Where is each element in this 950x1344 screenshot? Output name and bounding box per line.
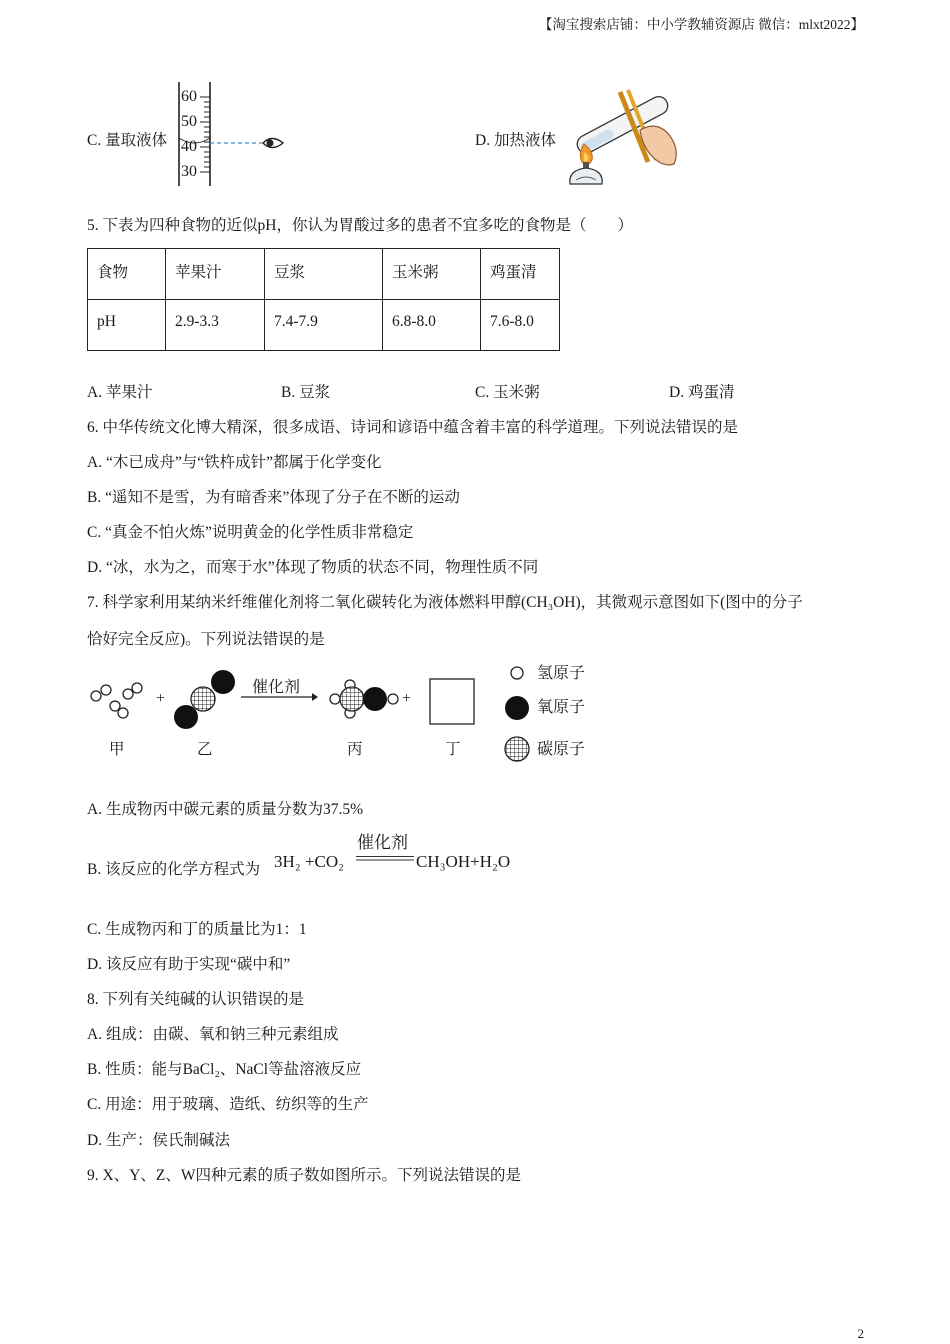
q7-stem-line1: 7. 科学家利用某纳米纤维催化剂将二氧化碳转化为液体燃料甲醇(CH₃OH)，其微观示意图如下(图中的分子	[87, 594, 803, 611]
q9-stem: 9. X、Y、Z、W四种元素的质子数如图所示。下列说法错误的是	[87, 1167, 521, 1184]
q8-option-b: B. 性质：能与BaCl₂、NaCl等盐溶液反应	[87, 1061, 362, 1078]
q6-option-b: B. “遥知不是雪，为有暗香来”体现了分子在不断的运动	[87, 489, 460, 506]
q6-option-c: C. “真金不怕火炼”说明黄金的化学性质非常稳定	[87, 524, 414, 541]
oxygen-atom-legend-icon	[505, 696, 529, 720]
label-jia: 甲	[109, 741, 125, 758]
q7-option-b: B. 该反应的化学方程式为	[87, 861, 261, 878]
legend-carbon: 碳原子	[537, 741, 586, 758]
q7-option-a: A. 生成物丙中碳元素的质量分数为37.5%	[87, 801, 363, 818]
label-yi: 乙	[197, 741, 213, 758]
q6-option-a: A. “木已成舟”与“铁杵成针”都属于化学变化	[87, 454, 382, 471]
hydrogen-atom-legend-icon	[511, 667, 523, 679]
equation-left: 3H₂ +CO₂	[274, 852, 345, 871]
q5-option-b: B. 豆浆	[281, 384, 331, 401]
q4-option-c: C. 量取液体	[87, 132, 168, 149]
heating-test-tube-figure	[562, 84, 684, 190]
q6-stem: 6. 中华传统文化博大精深，很多成语、诗词和谚语中蕴含着丰富的科学道理。下列说法错误的是	[87, 419, 739, 436]
table-cell: 7.6-8.0	[481, 300, 560, 351]
reaction-microscopic-diagram	[86, 660, 606, 770]
q5-option-a: A. 苹果汁	[87, 384, 153, 401]
cylinder-tick-40: 40	[181, 138, 197, 155]
carbon-dioxide-molecule	[174, 670, 235, 729]
hydrogen-molecules	[91, 683, 142, 718]
catalyst-label: 催化剂	[252, 679, 301, 696]
label-ding: 丁	[445, 741, 461, 758]
q8-stem: 8. 下列有关纯碱的认识错误的是	[87, 991, 305, 1008]
q7-option-d: D. 该反应有助于实现“碳中和”	[87, 956, 291, 973]
label-bing: 丙	[347, 741, 363, 758]
table-cell: 鸡蛋清	[481, 249, 560, 300]
equation-equals-sign	[356, 855, 416, 863]
table-cell: 苹果汁	[166, 249, 265, 300]
cylinder-tick-60: 60	[181, 88, 197, 105]
q8-option-c: C. 用途：用于玻璃、造纸、纺织等的生产	[87, 1096, 369, 1113]
page-header: 【淘宝搜索店铺：中小学教辅资源店 微信：mlxt2022】	[538, 17, 864, 32]
q6-option-d: D. “冰，水为之，而寒于水”体现了物质的状态不同，物理性质不同	[87, 559, 539, 576]
svg-text:+: +	[402, 690, 412, 707]
table-cell: 玉米粥	[383, 249, 481, 300]
q8-option-a: A. 组成：由碳、氧和钠三种元素组成	[87, 1026, 339, 1043]
q7-stem-line2: 恰好完全反应)。下列说法错误的是	[87, 631, 325, 648]
q5-stem: 5. 下表为四种食物的近似pH，你认为胃酸过多的患者不宜多吃的食物是（ ）	[87, 217, 633, 234]
unknown-product-box	[430, 679, 474, 724]
equation-right: CH₃OH+H₂O	[416, 852, 511, 871]
table-cell: 食物	[88, 249, 166, 300]
methanol-molecule	[330, 680, 398, 718]
table-cell: 豆浆	[265, 249, 383, 300]
svg-text:+: +	[156, 690, 166, 707]
ph-table	[87, 248, 560, 351]
equation-condition: 催化剂	[357, 833, 408, 852]
table-cell: 2.9-3.3	[166, 300, 265, 351]
q5-option-d: D. 鸡蛋清	[669, 384, 735, 401]
carbon-atom-legend-icon	[505, 737, 529, 761]
table-cell: pH	[88, 300, 166, 351]
eye-icon	[263, 139, 283, 148]
table-row	[88, 249, 560, 300]
cylinder-tick-50: 50	[181, 113, 197, 130]
table-cell: 7.4-7.9	[265, 300, 383, 351]
table-row	[88, 300, 560, 351]
table-cell: 6.8-8.0	[383, 300, 481, 351]
cylinder-tick-30: 30	[181, 163, 197, 180]
q7-option-c: C. 生成物丙和丁的质量比为1：1	[87, 921, 307, 938]
q4-option-d: D. 加热液体	[475, 132, 556, 149]
legend-oxygen: 氧原子	[537, 699, 586, 716]
page-number: 2	[857, 1326, 864, 1341]
q5-option-c: C. 玉米粥	[475, 384, 540, 401]
q8-option-d: D. 生产：侯氏制碱法	[87, 1132, 230, 1149]
legend-hydrogen: 氢原子	[537, 665, 586, 682]
